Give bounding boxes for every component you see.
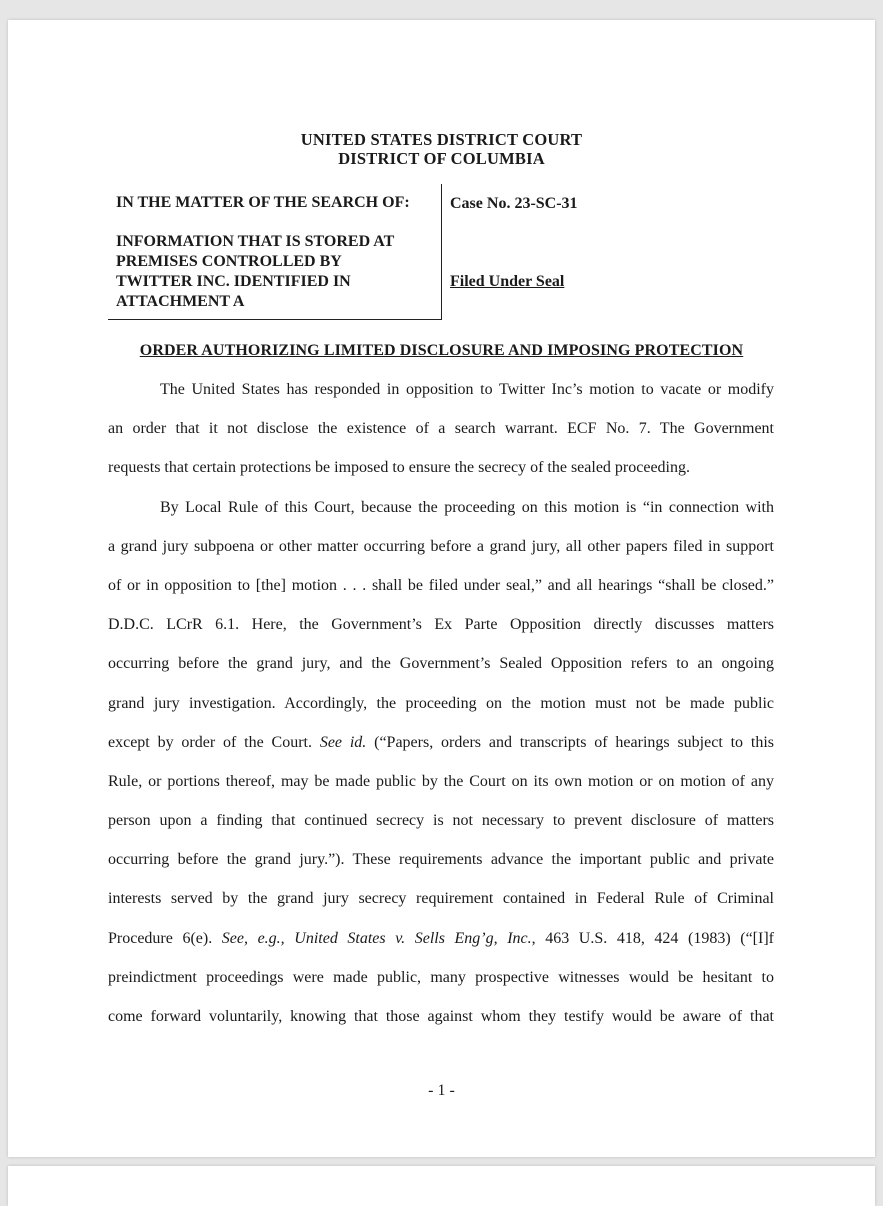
- body-line: Procedure 6(e). See, e.g., United States v. Sells Eng’g, Inc., 463 U.S. 418, 424 (1983) (“[I]f: [108, 929, 774, 947]
- body-line: person upon a finding that continued secrecy is not necessary to prevent disclosure of matters: [108, 812, 774, 830]
- order-title: ORDER AUTHORIZING LIMITED DISCLOSURE AND IMPOSING PROTECTION: [139, 342, 744, 359]
- filed-under-seal: Filed Under Seal: [450, 273, 565, 290]
- matter-description-line: INFORMATION THAT IS STORED AT: [116, 233, 395, 250]
- body-line: preindictment proceedings were made public, many prospective witnesses would be hesitant to: [108, 968, 774, 986]
- body-line: an order that it not disclose the existence of a search warrant. ECF No. 7. The Government: [108, 420, 774, 438]
- case-number: Case No. 23-SC-31: [450, 195, 578, 212]
- body-line: By Local Rule of this Court, because the proceeding on this motion is “in connection with: [160, 498, 774, 516]
- page-number: - 1 -: [428, 1082, 455, 1099]
- body-line: except by order of the Court. See id. (“Papers, orders and transcripts of hearings subject to this: [108, 733, 775, 751]
- body-line: of or in opposition to [the] motion . . . shall be filed under seal,” and all hearings “shall be closed.”: [108, 576, 774, 594]
- body-line: D.D.C. LCrR 6.1. Here, the Government’s Ex Parte Opposition directly discusses matters: [108, 616, 774, 634]
- document-page: [8, 20, 875, 1157]
- matter-description-line: ATTACHMENT A: [116, 293, 245, 310]
- case-caption-box: [108, 184, 442, 320]
- body-line: The United States has responded in opposition to Twitter Inc’s motion to vacate or modify: [160, 381, 774, 398]
- body-line: requests that certain protections be imposed to ensure the secrecy of the sealed proceeding.: [108, 459, 690, 477]
- body-line: a grand jury subpoena or other matter occurring before a grand jury, all other papers filed in support: [108, 537, 774, 555]
- order-body: [108, 380, 774, 1046]
- court-name: UNITED STATES DISTRICT COURT: [300, 130, 583, 149]
- body-line: occurring before the grand jury, and the Government’s Sealed Opposition refers to an ongoing: [108, 655, 774, 673]
- matter-description: [116, 232, 394, 312]
- body-line: occurring before the grand jury.”). These requirements advance the important public and private: [108, 851, 774, 869]
- body-line: grand jury investigation. Accordingly, the proceeding on the motion must not be made public: [108, 694, 774, 712]
- matter-description-line: TWITTER INC. IDENTIFIED IN: [116, 273, 351, 290]
- next-page-edge: [8, 1166, 875, 1206]
- body-line: come forward voluntarily, knowing that those against whom they testify would be aware of that: [108, 1008, 774, 1025]
- body-line: Rule, or portions thereof, may be made public by the Court on its own motion or on motion of any: [108, 772, 774, 790]
- body-line: interests served by the grand jury secrecy requirement contained in Federal Rule of Criminal: [108, 890, 774, 908]
- court-district: DISTRICT OF COLUMBIA: [338, 149, 545, 168]
- matter-description-line: PREMISES CONTROLLED BY: [116, 253, 342, 270]
- matter-heading: IN THE MATTER OF THE SEARCH OF:: [116, 194, 410, 211]
